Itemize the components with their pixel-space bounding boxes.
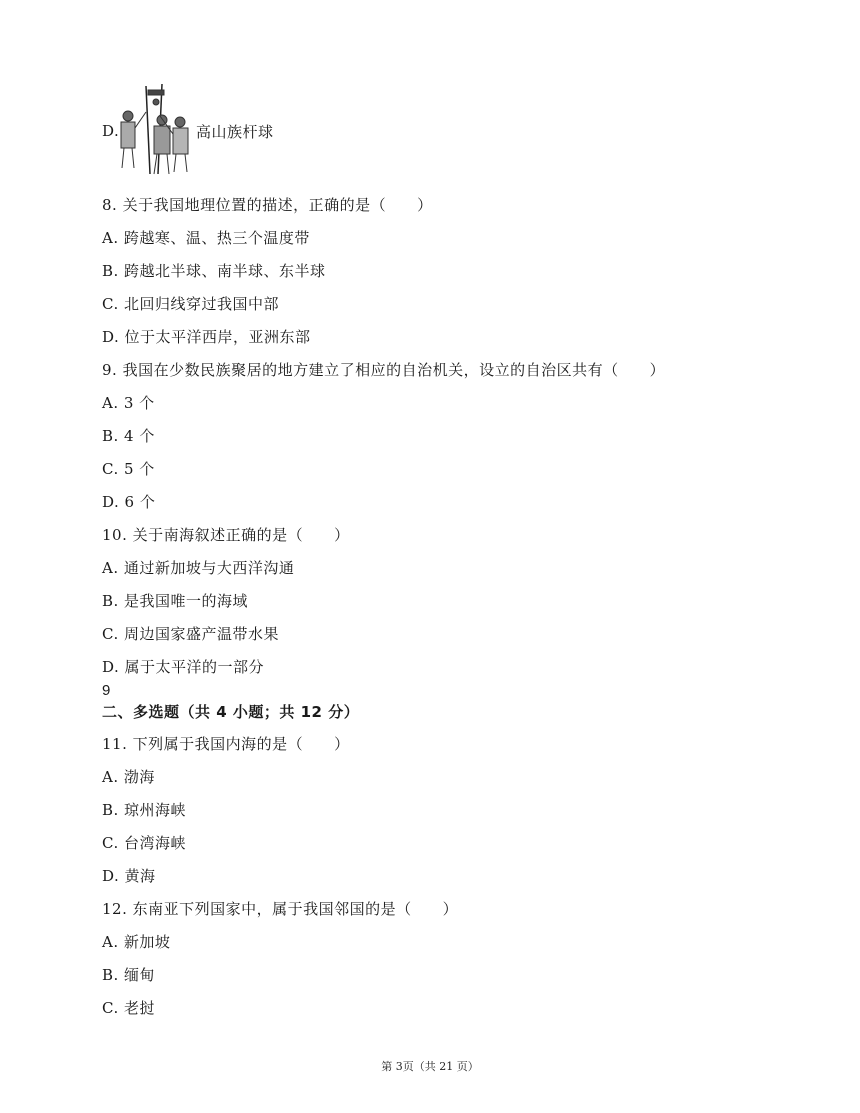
question-12-option-b: B. 缅甸: [102, 966, 156, 984]
question-11-option-d: D. 黄海: [102, 867, 156, 885]
question-10-stem: 10. 关于南海叙述正确的是（ ）: [102, 526, 350, 544]
question-11-option-b: B. 琼州海峡: [102, 801, 187, 819]
question-11-option-a: A. 渤海: [102, 768, 155, 786]
question-9-option-d: D. 6 个: [102, 493, 156, 511]
page-footer: 第 3页（共 21 页）: [381, 1060, 479, 1073]
question-9-option-c: C. 5 个: [102, 460, 155, 478]
gaoshan-pole-ball-illustration: [112, 82, 194, 178]
question-10-option-c: C. 周边国家盛产温带水果: [102, 625, 279, 643]
option-d-caption: 高山族杆球: [196, 123, 274, 141]
question-8-stem: 8. 关于我国地理位置的描述，正确的是（ ）: [102, 196, 433, 214]
question-10-option-b: B. 是我国唯一的海域: [102, 592, 249, 610]
section-2-title: 二、多选题（共 4 小题；共 12 分）: [102, 703, 360, 721]
question-10-option-d: D. 属于太平洋的一部分: [102, 658, 265, 676]
question-8-option-b: B. 跨越北半球、南半球、东半球: [102, 262, 326, 280]
question-11-stem: 11. 下列属于我国内海的是（ ）: [102, 735, 350, 753]
question-9-option-b: B. 4 个: [102, 427, 155, 445]
stray-number: 9: [102, 682, 111, 699]
question-10-option-a: A. 通过新加坡与大西洋沟通: [102, 559, 295, 577]
question-12-stem: 12. 东南亚下列国家中，属于我国邻国的是（ ）: [102, 900, 459, 918]
question-12-option-a: A. 新加坡: [102, 933, 171, 951]
question-8-option-d: D. 位于太平洋西岸，亚洲东部: [102, 328, 311, 346]
question-8-option-c: C. 北回归线穿过我国中部: [102, 295, 279, 313]
question-9-option-a: A. 3 个: [102, 394, 155, 412]
option-d-label: D.: [102, 122, 120, 140]
question-8-option-a: A. 跨越寒、温、热三个温度带: [102, 229, 310, 247]
question-12-option-c: C. 老挝: [102, 999, 155, 1017]
question-11-option-c: C. 台湾海峡: [102, 834, 186, 852]
question-9-stem: 9. 我国在少数民族聚居的地方建立了相应的自治机关，设立的自治区共有（ ）: [102, 361, 666, 379]
